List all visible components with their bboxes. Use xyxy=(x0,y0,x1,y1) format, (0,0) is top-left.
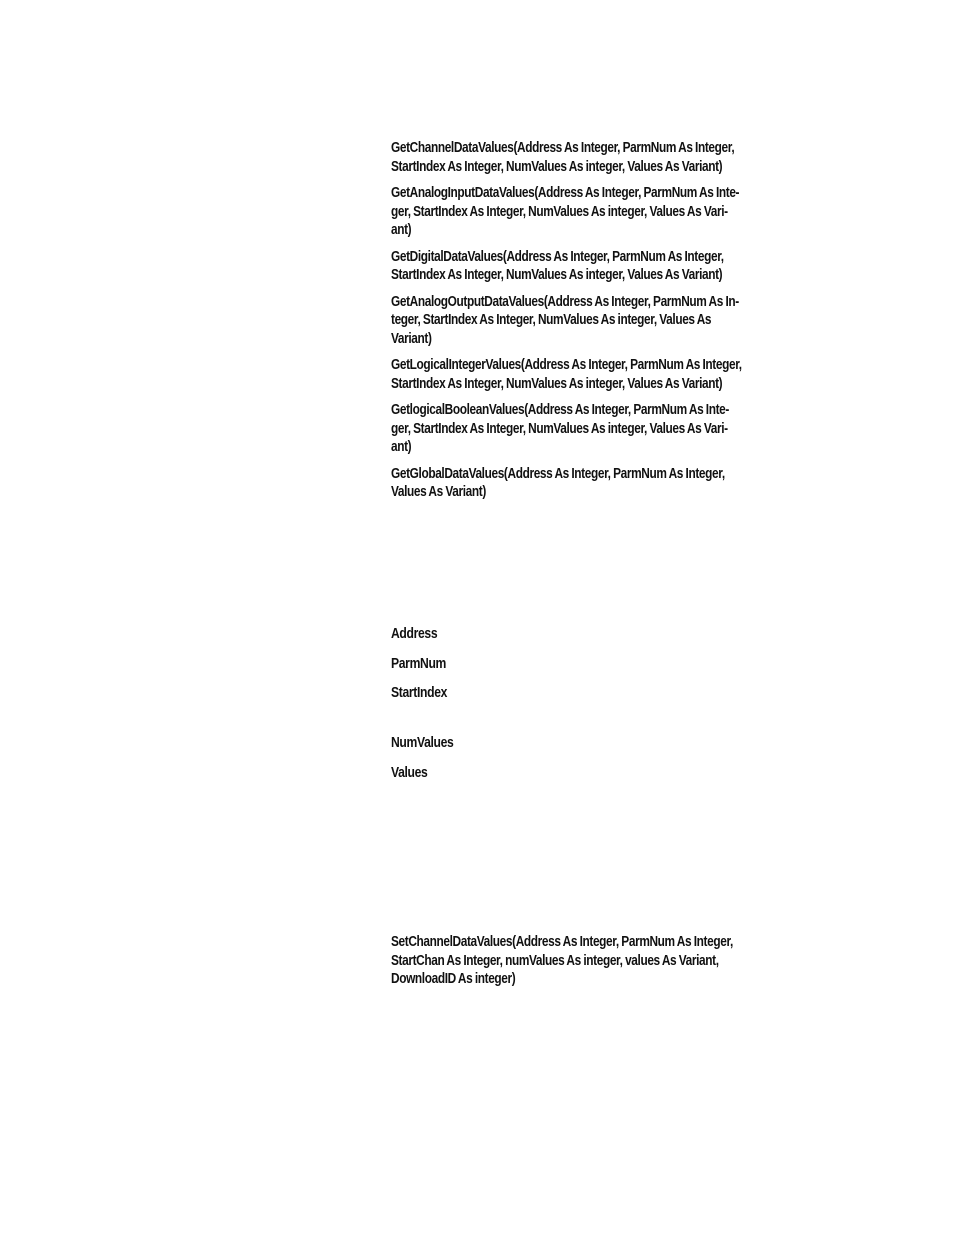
signature-line: ant) xyxy=(391,439,412,455)
signature-line: StartIndex As Integer, NumValues As integer, Values As Variant) xyxy=(391,375,723,392)
signature-line: GetDigitalDataValues(Address As Integer, ParmNum As Integer, xyxy=(391,248,724,265)
signature-get-channel-data-values xyxy=(391,139,816,176)
param-label-numvalues: NumValues xyxy=(391,735,454,751)
signature-line: Values As Variant) xyxy=(391,484,486,500)
param-label-values: Values xyxy=(391,765,428,781)
signature-line: SetChannelDataValues(Address As Integer, ParmNum As Integer, xyxy=(391,934,733,950)
signature-line: GetLogicalIntegerValues(Address As Integer, ParmNum As Integer, xyxy=(391,357,742,373)
signature-line: GetGlobalDataValues(Address As Integer, ParmNum As Integer, xyxy=(391,465,725,482)
signature-line: StartIndex As Integer, NumValues As integer, Values As Variant) xyxy=(391,158,723,175)
get-signatures-list xyxy=(391,139,816,502)
signature-line: GetChannelDataValues(Address As Integer, ParmNum As Integer, xyxy=(391,140,735,156)
signature-line: ger, StartIndex As Integer, NumValues As integer, Values As Vari- xyxy=(391,420,728,437)
param-label-parmnum: ParmNum xyxy=(391,656,447,672)
signature-line: StartIndex As Integer, NumValues As integer, Values As Variant) xyxy=(391,267,723,283)
signature-line: Variant) xyxy=(391,330,432,347)
param-label-startindex: StartIndex xyxy=(391,685,448,701)
signature-get-digital-data-values xyxy=(391,248,816,285)
signature-get-global-data-values xyxy=(391,465,816,502)
signature-line: StartChan As Integer, numValues As integer, values As Variant, xyxy=(391,952,719,969)
signature-line: DownloadID As integer) xyxy=(391,971,516,987)
signature-line: GetAnalogInputDataValues(Address As Integer, ParmNum As Inte- xyxy=(391,185,740,201)
signature-set-channel-data-values xyxy=(391,933,816,989)
signature-get-analog-output-data-values xyxy=(391,293,816,349)
signature-line: GetlogicalBooleanValues(Address As Integer, ParmNum As Inte- xyxy=(391,402,729,418)
signature-line: GetAnalogOutputDataValues(Address As Integer, ParmNum As In- xyxy=(391,293,739,310)
signature-get-logical-boolean-values xyxy=(391,401,816,457)
set-signature xyxy=(391,933,816,989)
signature-line: teger, StartIndex As Integer, NumValues As integer, Values As xyxy=(391,312,712,328)
signature-line: ant) xyxy=(391,222,412,238)
param-label-address: Address xyxy=(391,626,438,642)
signature-get-analog-input-data-values xyxy=(391,184,816,240)
signature-get-logical-integer-values xyxy=(391,356,816,393)
signature-line: ger, StartIndex As Integer, NumValues As integer, Values As Vari- xyxy=(391,203,728,220)
